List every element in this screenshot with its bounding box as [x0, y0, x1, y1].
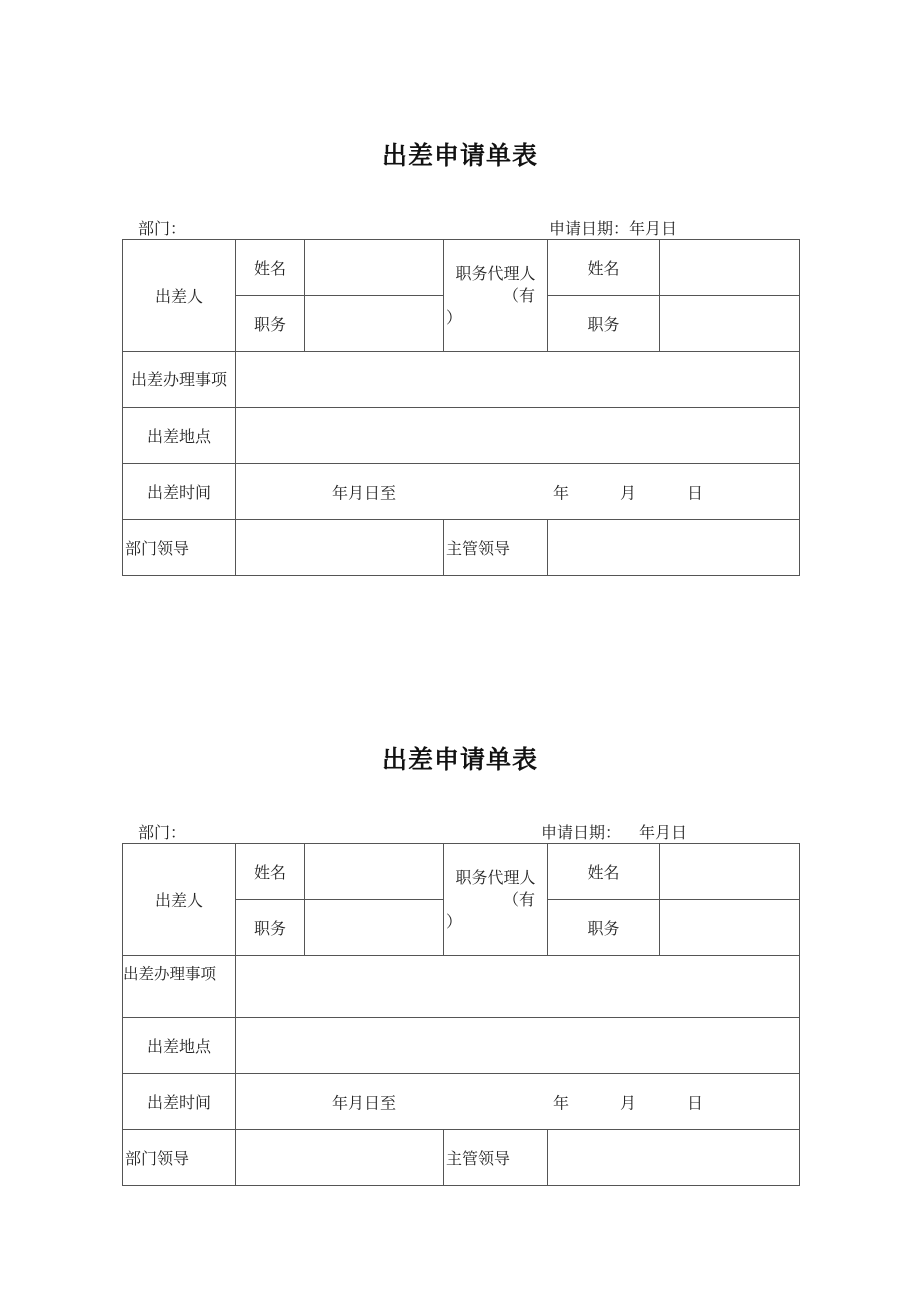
agent-label-line1: 职务代理人	[455, 263, 536, 283]
name-input-cell[interactable]	[305, 844, 444, 900]
form-table	[122, 843, 800, 1186]
apply-date-value: 年月日	[629, 219, 678, 238]
agent-label-line3: ）	[446, 911, 463, 931]
time-label: 出差时间	[123, 464, 236, 520]
agent-label-line2: （有	[502, 889, 535, 909]
supervisor-input-cell[interactable]	[548, 1130, 800, 1186]
agent-label	[444, 844, 548, 956]
matter-input-cell[interactable]	[236, 956, 800, 1018]
agent-name-input-cell[interactable]	[660, 844, 800, 900]
apply-date-value: 年月日	[639, 823, 688, 842]
position-label: 职务	[236, 296, 305, 352]
dept-leader-input-cell[interactable]	[236, 1130, 444, 1186]
matter-label: 出差办理事项	[123, 956, 236, 1018]
apply-date	[541, 820, 687, 843]
location-label: 出差地点	[123, 1018, 236, 1074]
time-input-cell[interactable]	[236, 1074, 800, 1130]
time-month: 月	[620, 483, 637, 502]
agent-name-label: 姓名	[548, 844, 660, 900]
department-label: 部门：	[138, 219, 187, 238]
agent-label-line2: （有	[502, 285, 535, 305]
time-year: 年	[553, 1093, 570, 1112]
matter-label: 出差办理事项	[123, 352, 236, 408]
agent-position-label: 职务	[548, 900, 660, 956]
location-input-cell[interactable]	[236, 1018, 800, 1074]
supervisor-label: 主管领导	[444, 520, 548, 576]
time-year: 年	[553, 483, 570, 502]
agent-label-line3: ）	[446, 307, 463, 327]
time-month: 月	[620, 1093, 637, 1112]
agent-position-input-cell[interactable]	[660, 900, 800, 956]
dept-leader-label: 部门领导	[123, 520, 236, 576]
department-label: 部门：	[138, 823, 187, 842]
agent-label-line1: 职务代理人	[455, 867, 536, 887]
location-label: 出差地点	[123, 408, 236, 464]
agent-position-label: 职务	[548, 296, 660, 352]
traveler-label: 出差人	[123, 844, 236, 956]
time-day: 日	[687, 1093, 704, 1112]
time-from: 年月日至	[332, 1093, 397, 1112]
position-input-cell[interactable]	[305, 900, 444, 956]
time-label: 出差时间	[123, 1074, 236, 1130]
position-label: 职务	[236, 900, 305, 956]
form-title: 出差申请单表	[381, 745, 538, 774]
traveler-label: 出差人	[123, 240, 236, 352]
apply-date-label: 申请日期：	[549, 219, 630, 238]
time-day: 日	[687, 483, 704, 502]
time-from: 年月日至	[332, 483, 397, 502]
name-label: 姓名	[236, 240, 305, 296]
dept-leader-label: 部门领导	[123, 1130, 236, 1186]
apply-date-label: 申请日期：	[541, 823, 622, 842]
form-title: 出差申请单表	[381, 141, 538, 170]
name-label: 姓名	[236, 844, 305, 900]
agent-name-label: 姓名	[548, 240, 660, 296]
supervisor-label: 主管领导	[444, 1130, 548, 1186]
